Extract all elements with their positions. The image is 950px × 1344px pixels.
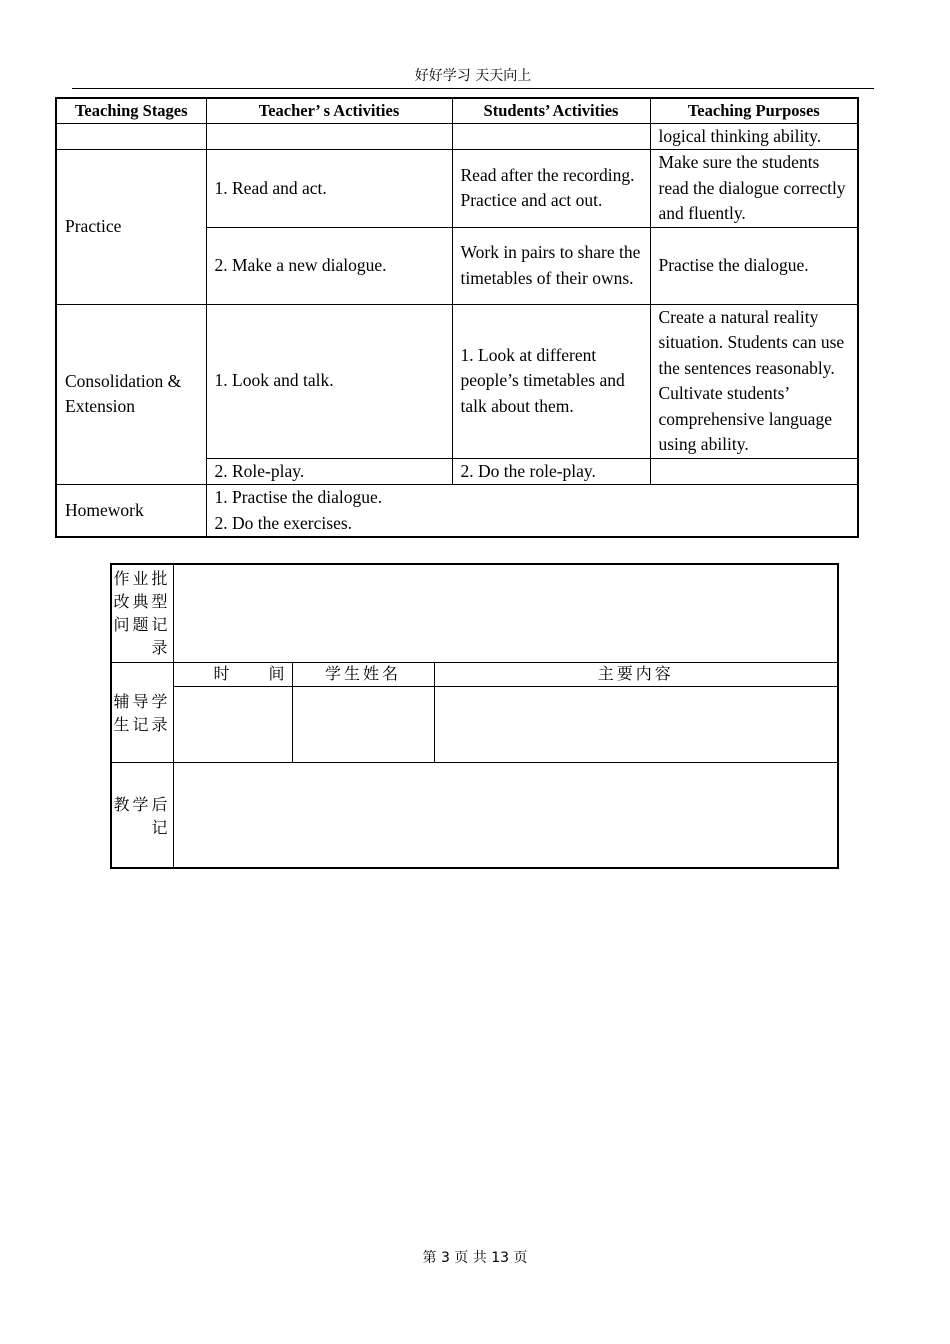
column-header-teacher-activities: Teacher’ s Activities [206, 98, 452, 123]
page-header-title: 好好学习 天天向上 [414, 68, 532, 84]
cell-stage-practice: Practice [56, 150, 206, 305]
homework-item: 2. Do the exercises. [214, 512, 353, 533]
teaching-record-table [110, 563, 839, 869]
cell-purpose: Create a natural reality situation. Students can use the sentences reasonably. Cultivate students’ comprehensive language using ability. [650, 304, 858, 458]
cell-homework-items [206, 485, 858, 538]
cell-teacher-activity: 1. Read and act. [206, 150, 452, 228]
cell-student-activity: 1. Look at different people’s timetables and talk about them. [452, 304, 650, 458]
cell-empty [56, 123, 206, 150]
cell-teacher-activity: 2. Role-play. [206, 458, 452, 485]
homework-issues-label: 作业批改典型问题记录 [111, 564, 173, 662]
table-header-row [56, 98, 858, 123]
student-name-cell [292, 686, 434, 762]
page-number: 第 3 页 共 13 页 [422, 1250, 528, 1266]
cell-purpose: Make sure the students read the dialogue correctly and fluently. [650, 150, 858, 228]
homework-issues-content [173, 564, 838, 662]
main-content-header: 主要内容 [434, 662, 838, 686]
cell-stage-homework: Homework [56, 485, 206, 538]
cell-student-activity: Work in pairs to share the timetables of their owns. [452, 227, 650, 304]
time-header-char: 间 [268, 664, 288, 683]
cell-teacher-activity: 1. Look and talk. [206, 304, 452, 458]
tutoring-entry-row [111, 686, 838, 762]
table-row-continuation [56, 123, 858, 150]
header-divider [72, 88, 874, 89]
cell-student-activity: Read after the recording. Practice and act out. [452, 150, 650, 228]
table-row-practice-1 [56, 150, 858, 228]
column-header-purposes: Teaching Purposes [650, 98, 858, 123]
time-header [173, 662, 292, 686]
reflection-content [173, 762, 838, 868]
cell-purpose: Practise the dialogue. [650, 227, 858, 304]
time-cell [173, 686, 292, 762]
tutoring-header-row [111, 662, 838, 686]
column-header-students-activities: Students’ Activities [452, 98, 650, 123]
cell-empty [206, 123, 452, 150]
table-row-homework [56, 485, 858, 538]
cell-purpose [650, 458, 858, 485]
table-row-consolidation-1 [56, 304, 858, 458]
cell-teacher-activity: 2. Make a new dialogue. [206, 227, 452, 304]
cell-stage-consolidation: Consolidation & Extension [56, 304, 206, 485]
time-header-char: 时 [213, 664, 233, 683]
column-header-stages: Teaching Stages [56, 98, 206, 123]
homework-issues-row [111, 564, 838, 662]
lesson-plan-table [55, 97, 859, 538]
cell-student-activity: 2. Do the role-play. [452, 458, 650, 485]
main-content-cell [434, 686, 838, 762]
reflection-row [111, 762, 838, 868]
cell-purpose: logical thinking ability. [650, 123, 858, 150]
cell-empty [452, 123, 650, 150]
tutoring-record-label: 辅导学生记录 [111, 662, 173, 762]
homework-item: 1. Practise the dialogue. [214, 487, 383, 507]
reflection-label: 教学后记 [111, 762, 173, 868]
student-name-header: 学生姓名 [292, 662, 434, 686]
